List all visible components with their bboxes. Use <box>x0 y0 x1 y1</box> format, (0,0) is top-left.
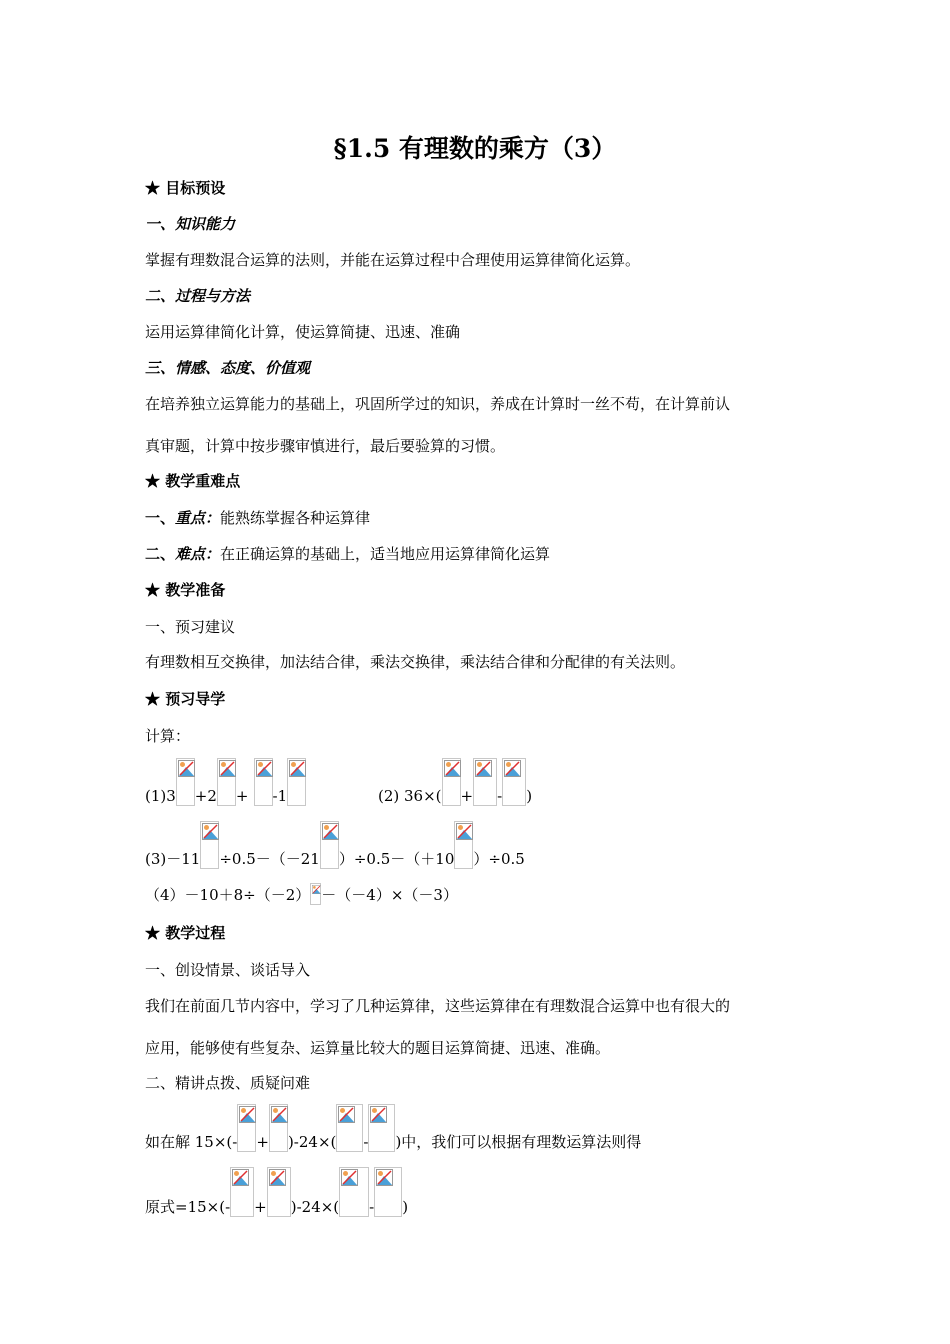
broken-image-icon <box>320 821 339 869</box>
goal-attitude-text-2: 真审题，计算中按步骤审慎进行，最后要验算的习惯。 <box>145 437 506 455</box>
key-point-label: 重点： <box>175 509 221 527</box>
broken-image-icon <box>336 1104 363 1152</box>
example-1-text: - <box>363 1133 369 1151</box>
process-subheading-2: 二、精讲点拨、质疑问难 <box>145 1074 311 1092</box>
problem-2-text: - <box>497 787 503 805</box>
example-2-text: ) <box>402 1198 409 1216</box>
example-line-2 <box>145 1167 408 1217</box>
problem-1-text: +2 <box>194 787 217 805</box>
difficult-point-prefix: 二、 <box>145 545 176 563</box>
problem-3-text: ）÷0.5－（＋10 <box>338 850 455 868</box>
example-2-text: 原式=15×(- <box>145 1198 231 1216</box>
difficult-point-label: 难点： <box>175 545 221 563</box>
goal-process-text: 运用运算律简化计算，使运算简捷、迅速、准确 <box>145 323 461 341</box>
broken-image-icon <box>269 1104 288 1152</box>
difficult-point-line <box>145 544 550 564</box>
problem-3-text: (3)－11 <box>145 850 201 868</box>
broken-image-icon <box>176 758 195 806</box>
broken-image-icon <box>217 758 236 806</box>
broken-image-icon <box>267 1167 291 1217</box>
broken-image-icon <box>230 1167 254 1217</box>
broken-image-icon <box>200 821 219 869</box>
goal-attitude-text-1: 在培养独立运算能力的基础上，巩固所学过的知识，养成在计算时一丝不苟，在计算前认 <box>145 395 731 413</box>
example-1-text: + <box>256 1133 269 1151</box>
example-2-text: - <box>369 1198 375 1216</box>
broken-image-icon <box>473 758 497 806</box>
process-text-1a: 我们在前面几节内容中，学习了几种运算律，这些运算律在有理数混合运算中也有很大的 <box>145 997 731 1015</box>
preparation-text: 有理数相互交换律，加法结合律，乘法交换律，乘法结合律和分配律的有关法则。 <box>145 653 686 671</box>
example-2-text: )-24×( <box>290 1198 340 1216</box>
problem-3 <box>145 821 525 869</box>
problem-4-text: －（－4）×（－3） <box>321 886 458 904</box>
problem-1-text: -1 <box>272 787 288 805</box>
section-heading-goals: ★ 目标预设 <box>145 179 226 197</box>
problem-1 <box>145 758 306 806</box>
problem-2-text: + <box>460 787 474 805</box>
broken-image-icon <box>237 1104 256 1152</box>
broken-image-icon <box>502 758 526 806</box>
example-1-text: 如在解 15×(- <box>145 1133 238 1151</box>
section-heading-process: ★ 教学过程 <box>145 924 226 942</box>
broken-image-icon <box>287 758 306 806</box>
problem-1-text: + <box>235 787 249 805</box>
section-heading-key-points: ★ 教学重难点 <box>145 472 241 490</box>
broken-image-icon <box>442 758 461 806</box>
example-1-text: )-24×( <box>287 1133 337 1151</box>
example-line-1 <box>145 1104 641 1152</box>
broken-image-icon <box>339 1167 369 1217</box>
calc-label: 计算： <box>145 727 191 745</box>
problem-4 <box>145 883 458 905</box>
example-1-text: )中，我们可以根据有理数运算法则得 <box>395 1133 642 1151</box>
section-heading-preparation: ★ 教学准备 <box>145 581 226 599</box>
process-text-1b: 应用，能够使有些复杂、运算量比较大的题目运算简捷、迅速、准确。 <box>145 1039 611 1057</box>
example-2-text: + <box>254 1198 267 1216</box>
goal-knowledge-text: 掌握有理数混合运算的法则，并能在运算过程中合理使用运算律简化运算。 <box>145 251 641 269</box>
difficult-point-text: 在正确运算的基础上，适当地应用运算律简化运算 <box>220 545 551 563</box>
key-point-prefix: 一、 <box>145 509 176 527</box>
goal-process-label: 二、过程与方法 <box>145 287 251 305</box>
goal-knowledge-label: 一、知识能力 <box>145 215 236 233</box>
problem-3-text: ÷0.5－（－21 <box>219 850 320 868</box>
problem-2 <box>378 758 532 806</box>
goal-attitude-label: 三、情感、态度、价值观 <box>145 359 311 377</box>
problem-1-text: (1)3 <box>145 787 176 805</box>
process-subheading-1: 一、创设情景、谈话导入 <box>145 961 311 979</box>
broken-image-icon <box>374 1167 402 1217</box>
broken-image-icon <box>368 1104 395 1152</box>
preparation-subheading: 一、预习建议 <box>145 618 236 636</box>
problem-4-text: （4）－10＋8÷（－2） <box>145 886 311 904</box>
page-title: §1.5 有理数的乘方（3） <box>333 134 617 163</box>
problem-2-text: (2) 36×( <box>378 787 442 805</box>
key-point-line <box>145 508 370 528</box>
broken-image-icon <box>454 821 473 869</box>
problem-2-text: ) <box>526 787 533 805</box>
problem-3-text: ）÷0.5 <box>473 850 525 868</box>
section-heading-preview: ★ 预习导学 <box>145 690 226 708</box>
key-point-text: 能熟练掌握各种运算律 <box>220 509 371 527</box>
broken-image-icon <box>254 758 273 806</box>
broken-image-icon <box>310 883 321 905</box>
